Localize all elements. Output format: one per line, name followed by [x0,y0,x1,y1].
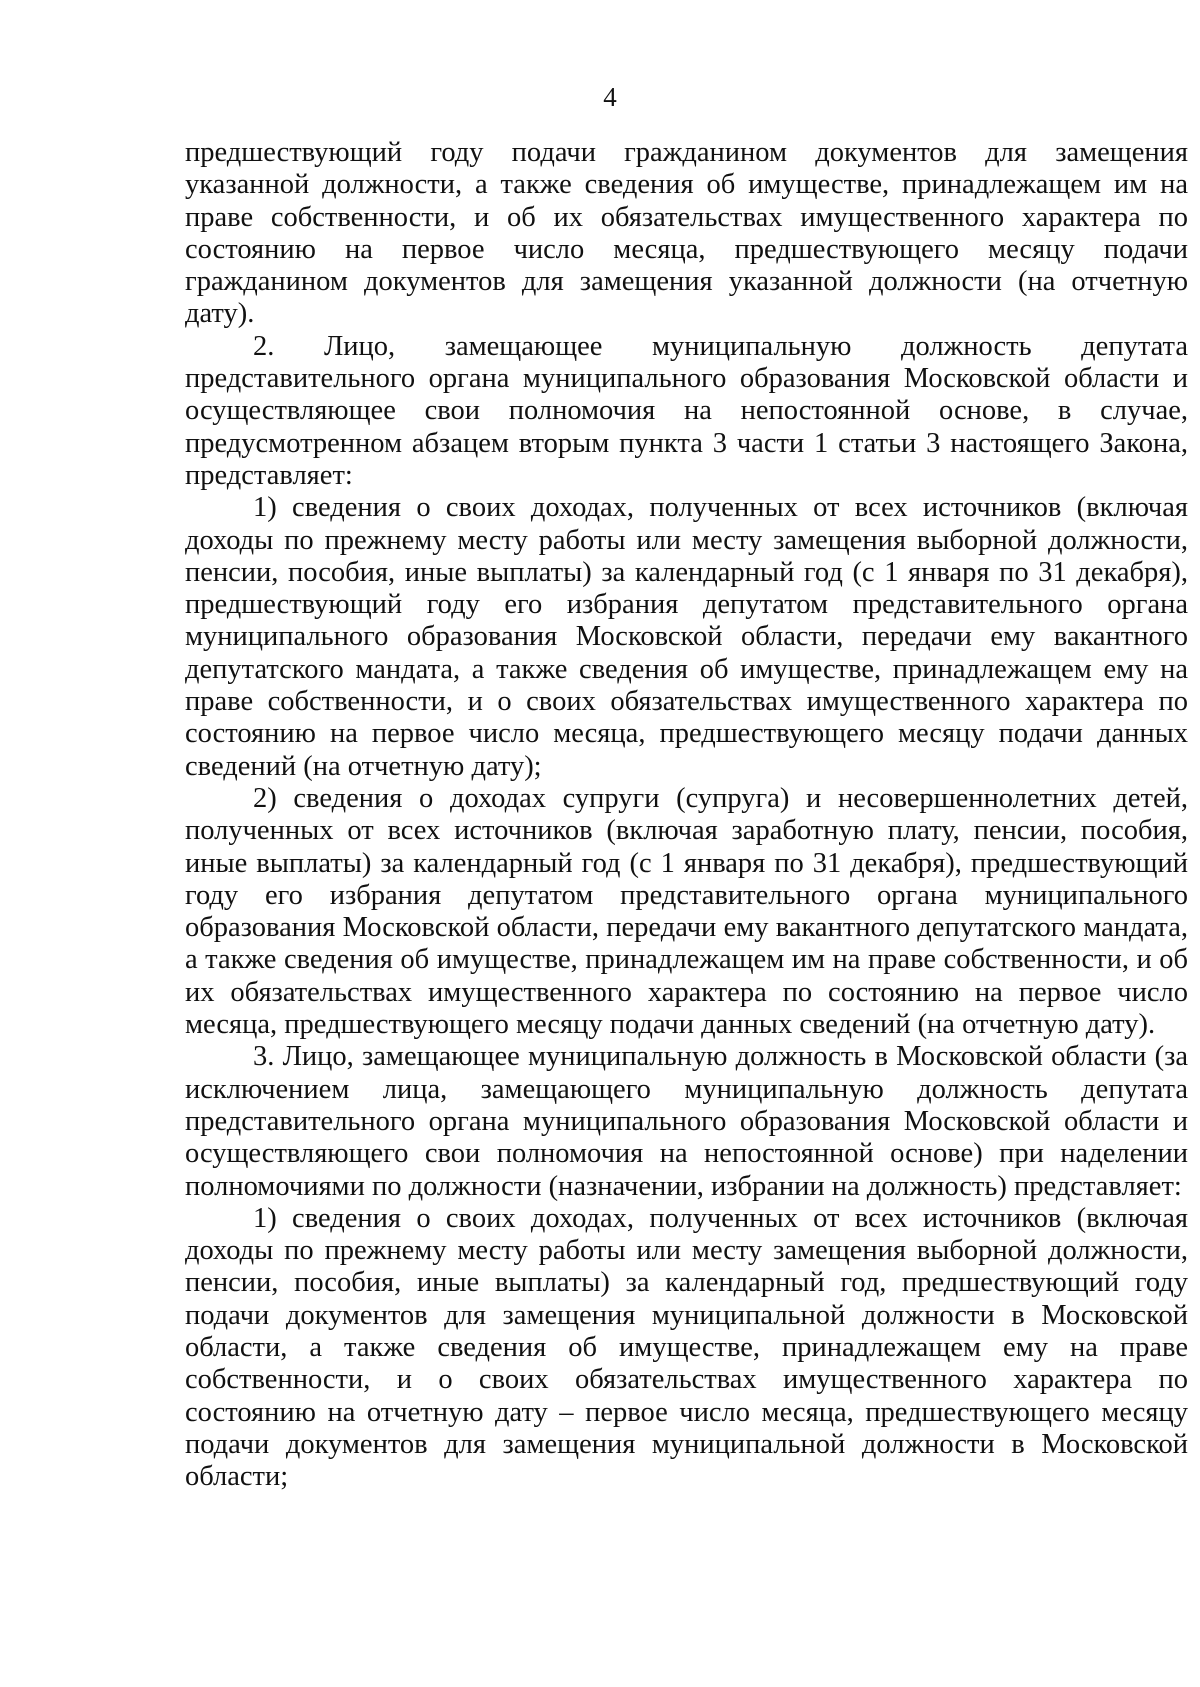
page-number: 4 [603,82,617,112]
paragraph-section-3: 3. Лицо, замещающее муниципальную должность в Московской области (за исключением лица, замещающего муниципальную должность депутата представительного органа муниципального образования Московской области и осуществляющего свои полномочия на непостоянной основе) при наделении полномочиями по должности (назначении, избрании на должность) представляет: [185,1041,1188,1202]
paragraph-continuation: предшествующий году подачи гражданином документов для замещения указанной должности, а также сведения об имуществе, принадлежащем им на праве собственности, и об их обязательствах имущественного характера по состоянию на первое число месяца, предшествующего месяцу подачи гражданином документов для замещения указанной должности (на отчетную дату). [185,137,1188,330]
paragraph-item-2-2: 2) сведения о доходах супруги (супруга) и несовершеннолетних детей, полученных от всех источников (включая заработную плату, пенсии, пособия, иные выплаты) за календарный год (с 1 января по 31 декабря), предшествующий году его избрания депутатом представительного органа муниципального образования Московской области, передачи ему вакантного депутатского мандата, а также сведения об имуществе, принадлежащем им на праве собственности, и об их обязательствах имущественного характера по состоянию на первое число месяца, предшествующего месяцу подачи данных сведений (на отчетную дату). [185,782,1188,1041]
document-body [185,137,1188,1493]
paragraph-section-2: 2. Лицо, замещающее муниципальную должность депутата представительного органа муниципального образования Московской области и осуществляющее свои полномочия на непостоянной основе, в случае, предусмотренном абзацем вторым пункта 3 части 1 статьи 3 настоящего Закона, представляет: [185,330,1188,491]
paragraph-item-3-1: 1) сведения о своих доходах, полученных от всех источников (включая доходы по прежнему месту работы или месту замещения выборной должности, пенсии, пособия, иные выплаты) за календарный год, предшествующий году подачи документов для замещения муниципальной должности в Московской области, а также сведения об имуществе, принадлежащем ему на праве собственности, и о своих обязательствах имущественного характера по состоянию на отчетную дату – первое число месяца, предшествующего месяцу подачи документов для замещения муниципальной должности в Московской области; [185,1202,1188,1493]
paragraph-item-2-1: 1) сведения о своих доходах, полученных от всех источников (включая доходы по прежнему месту работы или месту замещения выборной должности, пенсии, пособия, иные выплаты) за календарный год (с 1 января по 31 декабря), предшествующий году его избрания депутатом представительного органа муниципального образования Московской области, передачи ему вакантного депутатского мандата, а также сведения об имуществе, принадлежащем ему на праве собственности, и о своих обязательствах имущественного характера по состоянию на первое число месяца, предшествующего месяцу подачи данных сведений (на отчетную дату); [185,492,1188,782]
